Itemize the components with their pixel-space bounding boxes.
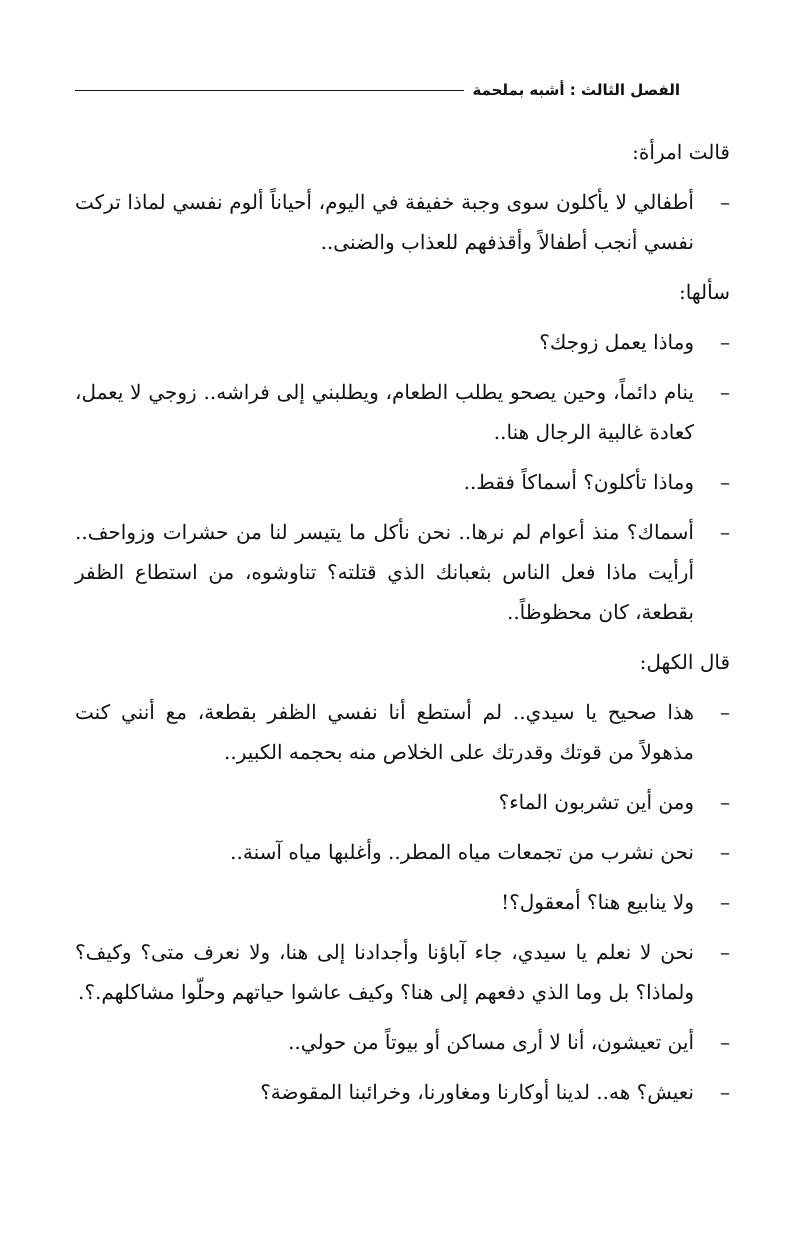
- dialogue-dash: –: [720, 700, 730, 724]
- dialogue-line: [75, 782, 730, 822]
- dialogue-dash: –: [720, 190, 730, 214]
- dialogue-dash: –: [720, 890, 730, 914]
- dialogue-dash: –: [720, 940, 730, 964]
- dialogue-line: [75, 1072, 730, 1112]
- dialogue-line: [75, 932, 730, 1012]
- dialogue-dash: –: [720, 1080, 730, 1104]
- dialogue-text: ومن أين تشربون الماء؟: [498, 790, 694, 814]
- dialogue-text: نحن لا نعلم يا سيدي، جاء آباؤنا وأجدادنا إلى هنا، ولا نعرف متى؟ وكيف؟ ولماذا؟ بل وما الذي دفعهم إلى هنا؟ وكيف عاشوا حياتهم وحلّوا مشاكلهم.؟.: [75, 940, 694, 1004]
- dialogue-dash: –: [720, 840, 730, 864]
- dialogue-line: [75, 882, 730, 922]
- page-body: [75, 132, 730, 1122]
- dialogue-text: نحن نشرب من تجمعات مياه المطر.. وأغلبها مياه آسنة..: [230, 840, 694, 864]
- dialogue-dash: –: [720, 330, 730, 354]
- speaker-line: قالت امرأة:: [632, 140, 730, 164]
- dialogue-text: ينام دائماً، وحين يصحو يطلب الطعام، ويطلبني إلى فراشه.. زوجي لا يعمل، كعادة غالبية الرجال هنا..: [75, 380, 694, 444]
- dialogue-line: [75, 182, 730, 262]
- dialogue-line: [75, 462, 730, 502]
- header-rule: [75, 90, 464, 91]
- dialogue-text: وماذا تأكلون؟ أسماكاً فقط..: [463, 470, 694, 494]
- dialogue-line: [75, 372, 730, 452]
- dialogue-text: هذا صحيح يا سيدي.. لم أستطع أنا نفسي الظفر بقطعة، مع أنني كنت مذهولاً من قوتك وقدرتك على الخلاص منه بحجمه الكبير..: [75, 700, 694, 764]
- dialogue-line: [75, 512, 730, 632]
- running-header: [75, 78, 680, 102]
- dialogue-line: [75, 322, 730, 362]
- chapter-title: الفصل الثالث : أشبه بملحمة: [472, 81, 680, 99]
- dialogue-text: أطفالي لا يأكلون سوى وجبة خفيفة في اليوم، أحياناً ألوم نفسي لماذا تركت نفسي أنجب أطفالاً وأقذفهم للعذاب والضنى..: [75, 190, 694, 254]
- dialogue-line: [75, 832, 730, 872]
- dialogue-line: [75, 692, 730, 772]
- dialogue-text: أين تعيشون، أنا لا أرى مساكن أو بيوتاً من حولي..: [288, 1030, 694, 1054]
- dialogue-dash: –: [720, 470, 730, 494]
- dialogue-dash: –: [720, 790, 730, 814]
- dialogue-text: أسماك؟ منذ أعوام لم نرها.. نحن نأكل ما يتيسر لنا من حشرات وزواحف.. أرأيت ماذا فعل الناس بثعبانك الذي قتلته؟ تناوشوه، من استطاع الظفر بقطعة، كان محظوظاً..: [75, 520, 694, 624]
- dialogue-text: نعيش؟ هه.. لدينا أوكارنا ومغاورنا، وخرائبنا المقوضة؟: [260, 1080, 694, 1104]
- dialogue-dash: –: [720, 380, 730, 404]
- speaker-line: سألها:: [679, 280, 730, 304]
- speaker-line: قال الكهل:: [639, 650, 730, 674]
- dialogue-dash: –: [720, 1030, 730, 1054]
- dialogue-dash: –: [720, 520, 730, 544]
- dialogue-line: [75, 1022, 730, 1062]
- dialogue-text: ولا ينابيع هنا؟ أمعقول؟!: [501, 890, 694, 914]
- dialogue-text: وماذا يعمل زوجك؟: [539, 330, 694, 354]
